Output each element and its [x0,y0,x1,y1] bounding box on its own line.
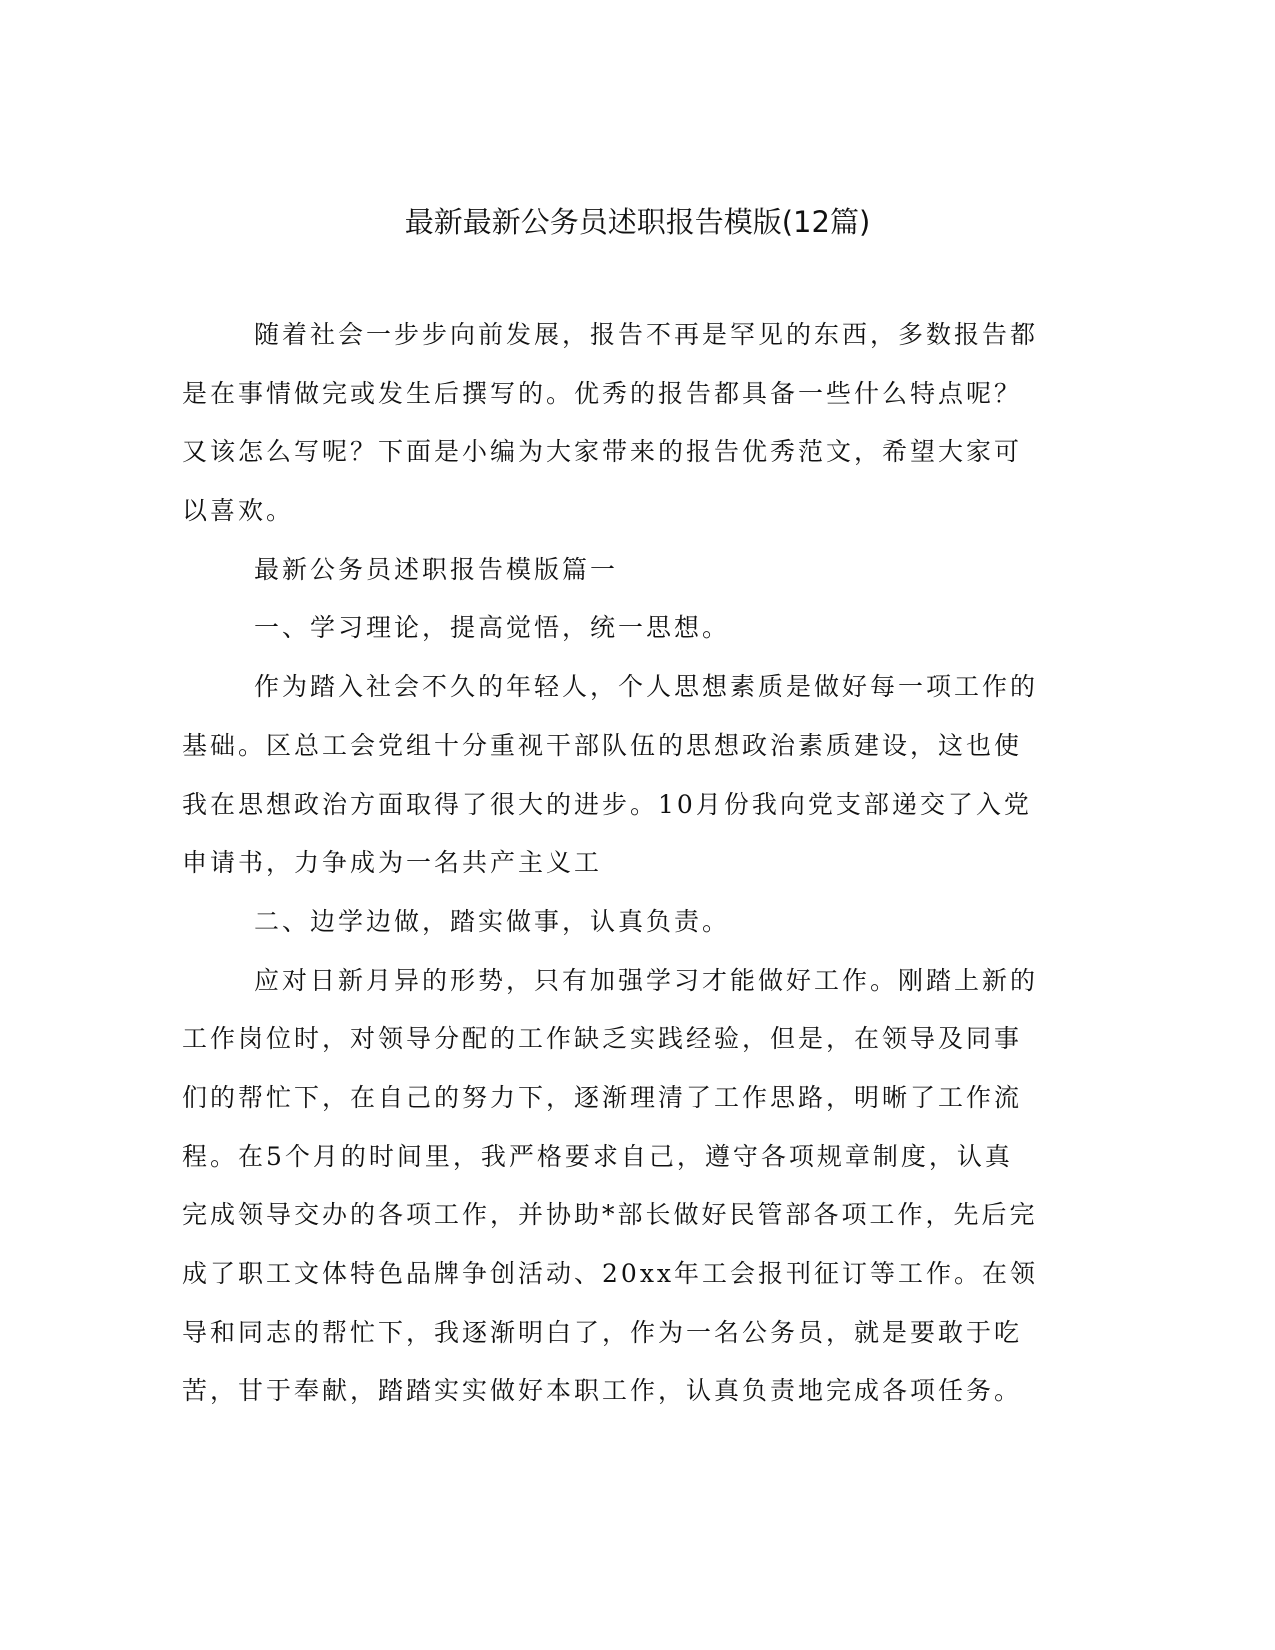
text-line: 程。在5个月的时间里，我严格要求自己，遵守各项规章制度，认真 [182,1141,1013,1171]
text-line: 一、学习理论，提高觉悟，统一思想。 [254,613,731,643]
text-line: 苦，甘于奉献，踏踏实实做好本职工作，认真负责地完成各项任务。 [182,1376,1023,1406]
text-line: 工作岗位时，对领导分配的工作缺乏实践经验，但是，在领导及同事 [182,1024,1023,1054]
text-line: 基础。区总工会党组十分重视干部队伍的思想政治素质建设，这也使 [182,730,1023,760]
text-line: 成了职工文体特色品牌争创活动、20xx年工会报刊征订等工作。在领 [182,1259,1039,1288]
text-line: 二、边学边做，踏实做事，认真负责。 [254,906,731,936]
text-line: 是在事情做完或发生后撰写的。优秀的报告都具备一些什么特点呢？ [182,378,1023,408]
text-line: 随着社会一步步向前发展，报告不再是罕见的东西，多数报告都 [254,320,1039,349]
text-line: 最新公务员述职报告模版篇一 [254,554,619,584]
text-line: 应对日新月异的形势，只有加强学习才能做好工作。刚踏上新的 [254,965,1039,995]
document-title: 最新最新公务员述职报告模版(12篇) [404,205,871,239]
text-line: 申请书，力争成为一名共产主义工 [182,848,603,878]
text-line: 完成领导交办的各项工作，并协助*部长做好民管部各项工作，先后完 [182,1200,1038,1230]
text-line: 们的帮忙下，在自己的努力下，逐渐理清了工作思路，明晰了工作流 [182,1082,1023,1112]
text-line: 我在思想政治方面取得了很大的进步。10月份我向党支部递交了入党 [182,789,1032,819]
text-line: 又该怎么写呢？下面是小编为大家带来的报告优秀范文，希望大家可 [182,437,1023,467]
text-line: 以喜欢。 [182,496,295,526]
text-line: 导和同志的帮忙下，我逐渐明白了，作为一名公务员，就是要敢于吃 [182,1317,1023,1347]
text-line: 作为踏入社会不久的年轻人，个人思想素质是做好每一项工作的 [254,672,1039,702]
document-body [182,306,1042,1421]
